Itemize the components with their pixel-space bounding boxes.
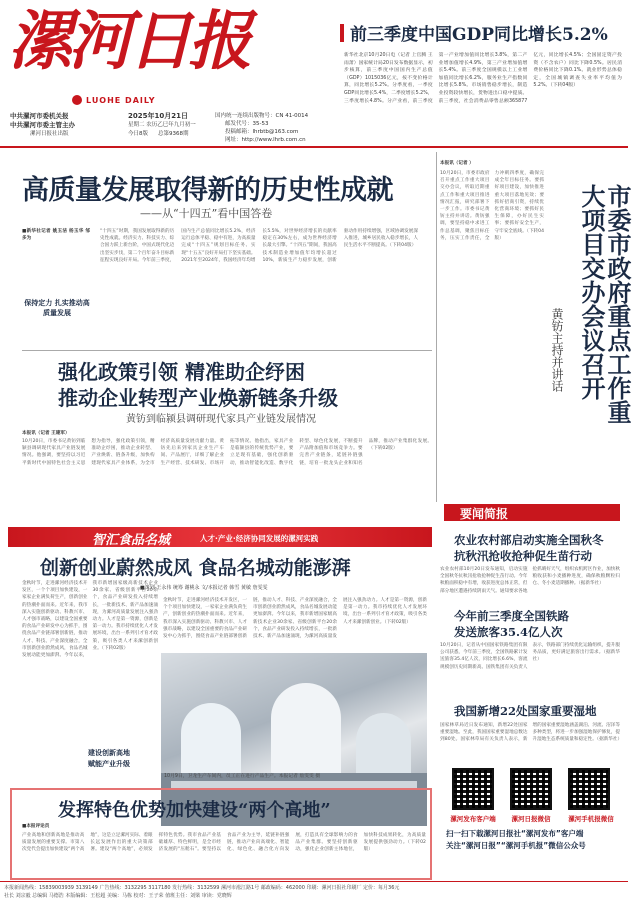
food-section-text: 金秋时节，走进漯河经济技术开发区，一个个项目加快建设，一家家企业满负荷生产，创新创业的热潮扑面而来。近年来，我市深入实施创新驱动、科教兴市、人才强市战略，以建设全国重要的食品产业研发中心为抓手，围绕食品产业链部署创新链，推动人才、科技、产业深度融合，全市创新创业蔚然成风，食品名城发展动能更加澎湃。今年以来，我市新增国家级高新技术企业30余家、省级创新平台20余个，食品产业研发投入持续增长，一批新技术、新产品加速涌现，为漯河高质量发展注入强劲动力。人才是第一资源，创新是第一动力。我市持续优化人才发展环境，出台一系列引才育才政策，吸引各类人才来漯创新创业。（下转02版） (22, 581, 158, 659)
brief-text: 农业农村部10月20日发布通知，启动实施全国秋冬抗秋汛抢收抢种促生苗行动。今年秋粮面积稳中有增，收获进度总体正常，但部分地区遭遇持续阴雨天气。通知要求各地抢抓晴好天气，组织农机跨区作业，加快秋粮收获和小麦播种进度，确保秋粮颗粒归仓、冬小麦适期播种。（据新华社） (440, 567, 620, 594)
side-story-reporter: 本报讯（记者 ） (440, 161, 474, 166)
brief-text: 10月20日，记者从中国国家铁路集团有限公司获悉，今年前三季度，全国铁路累计发送旅客35.4亿人次，同比增长6.6%，客流规模创历史同期新高。国铁集团有关负责人表示，铁路部门持续优化运输组织，提升服务品质，更好满足旅客出行需求。（据新华社） (440, 643, 620, 670)
framed-story-byline: ■本报评论员 (22, 824, 50, 829)
qr-label: 漯河日报微信 (511, 815, 551, 823)
framed-story-text: 产业高地和创新高地是推动高质量发展的重要支撑。市第八次党代会提出加快建设“两个高地”，这是立足漯河实际、着眼长远发展作出的重大决策部署。建设“两个高地”，必须发挥特色优势。我市食品产业基础雄厚、特色鲜明，是全市经济发展的“压舱石”。要坚持以食品产业为主导，延链补链强链，推动产业向高端化、智能化、绿色化、融合化方向发展，打造具有全球影响力的食品产业集群。要坚持创新驱动，强化企业创新主体地位，加快科技成果转化，为高质量发展提供强劲动力。（下转02版） (22, 833, 426, 853)
footer-divider (0, 881, 628, 882)
side-story-text: 10月20日，市委市政府召开重点工作重大项目交办会议，听取近期重点工作和重大项目推进情况汇报，研究部署下一步工作。市委书记黄钫主持并讲话。黄钫强调，要坚持稳中求进工作总基调，聚焦目标任务，压实工作责任，全力冲刺四季度，确保完成全年目标任务。要抓好项目建设，加快推进重大项目落地见效；要抓好招商引资，持续优化营商环境；要抓好民生保障，办好民生实事；要抓好安全生产，守牢安全底线。（下转04版） (440, 171, 544, 241)
brief-headline: 发送旅客35.4亿人次 (454, 625, 563, 639)
postal-code: 邮发代号：35-53 (225, 121, 269, 127)
side-story-headline-wrap (578, 184, 630, 444)
second-story-subhead: 黄钫到临颍县调研现代家具产业链发展情况 (126, 414, 316, 425)
second-story-reporter: 本报讯（记者 王建军） (22, 431, 70, 436)
food-section-headline: 创新创业蔚然成风 食品名城动能澎湃 (40, 557, 351, 579)
main-story-sidebar-title: 保持定力 扎实推动高质量发展 (24, 299, 90, 317)
food-section-byline: ■策划 王永伟 统筹 谢桃永 文/本报记者 韩雪 黄敏 詹雯雯 (140, 585, 268, 591)
framed-story-headline: 发挥特色优势加快建设“两个高地” (58, 800, 331, 821)
briefs-section-title: 要闻简报 (460, 507, 509, 521)
issue-weekday: 星期二 农历乙巳年九月初一 (128, 122, 196, 128)
qr-code-wechat[interactable] (510, 768, 552, 810)
brief-headline: 抗秋汛抢收抢种促生苗行动 (454, 549, 592, 563)
office-line: 漯河日报社出版 (30, 131, 69, 137)
main-story-byline: ■新华社记者 姚玉洁 杨玉华 邹多为 (22, 229, 90, 242)
email-line: 投稿邮箱：lhrbtb@163.com (225, 129, 299, 135)
brief-headline: 农业农村部启动实施全国秋冬 (454, 533, 604, 547)
brief-headline: 我国新增22处国家重要湿地 (454, 704, 597, 718)
logo-english: LUOHE DAILY (86, 96, 156, 105)
top-story-marker (340, 24, 344, 42)
issn-code: 国内统一连续出版物号：CN 41-0014 (215, 113, 309, 119)
side-story-headline: 市委市政府重点工作重大项目交办会议召开 (577, 184, 632, 424)
food-section-slogan: 人才·产业·经济协同发展的漯河实践 (200, 534, 319, 543)
logo-text: 漯河日报 (8, 4, 248, 79)
food-section-title: 智汇食品名城 (92, 533, 171, 548)
issue-number: 总第9368期 (158, 131, 189, 137)
second-story-text: 10月20日，市委书记黄钫到临颍县调研现代家具产业链发展情况。他强调，要坚持以习近平新时代中国特色社会主义思想为指导，强化政策引领，精准助企纾困，推动企业转型、产业焕新、链条升级，加快构建现代家具产业体系，为全市经济高质量发展贡献力量。黄钫先后来到家具企业生产车间、产品展厅，详细了解企业生产经营、技术研发、市场开拓等情况。他指出，家具产业是临颍县的传统优势产业，要立足现有基础，强化创新驱动，推动智能化改造、数字化转型、绿色化发展，不断提升产品附加值和市场竞争力。要完善产业链条，延链补链强链，培育一批龙头企业和知名品牌，推动产业集群化发展。（下转02版） (22, 439, 432, 466)
food-section-text-top: 金秋时节，走进漯河经济技术开发区，一个个项目加快建设，一家家企业满负荷生产，创新创业的热潮扑面而来。近年来，我市深入实施创新驱动、科教兴市、人才强市战略，以建设全国重要的食品产业研发中心为抓手，围绕食品产业链部署创新链，推动人才、科技、产业深度融合，全市创新创业蔚然成风，食品名城发展动能更加澎湃。今年以来，我市新增国家级高新技术企业30余家、省级创新平台20余个，食品产业研发投入持续增长，一批新技术、新产品加速涌现，为漯河高质量发展注入强劲动力。人才是第一资源，创新是第一动力。我市持续优化人才发展环境，出台一系列引才育才政策，吸引各类人才来漯创新创业。（下转02版） (163, 598, 427, 640)
side-story-byline: 黄钫主持并讲话 (550, 308, 564, 392)
food-section-side-title-1: 建设创新高地 (88, 749, 130, 757)
top-story-headline: 前三季度中国GDP同比增长5.2% (350, 25, 608, 45)
issue-date: 2025年10月21日 (128, 112, 188, 120)
main-story-subhead: ——从“十四五”看中国答卷 (140, 207, 273, 220)
footer-staff: 社长 刘宗毅 总编辑 马德浩 本版编辑：王松超 美编：马栋 校对：王子荣 值班主任：刘梁 审读：党晓辉 (4, 893, 232, 899)
second-story-headline-2: 推动企业转型产业焕新链条升级 (58, 386, 338, 410)
qr-note-2: 关注“漯河日报”“漯河手机报”微信公众号 (446, 841, 586, 850)
qr-label: 漯河手机报微信 (568, 815, 614, 823)
masthead-logo (8, 2, 253, 98)
qr-label: 漯河发布客户端 (450, 815, 496, 823)
section-divider-1 (22, 350, 432, 351)
logo-emblem (72, 95, 82, 105)
brief-text: 国家林草局近日发布通知，新增22处国家重要湿地。至此，我国国家重要湿地总数达到80处。国家林草局有关负责人表示，新增的国家重要湿地涵盖湖泊、河流、沼泽等多种类型，将进一步加强湿地保护修复，提升湿地生态系统质量和稳定性。（据新华社） (440, 723, 623, 743)
party-line: 中共漯河市委机关报 (10, 112, 69, 120)
brief-headline: 今年前三季度全国铁路 (454, 609, 569, 623)
top-story-text: 新华社北京10月20日电（记者 上官腾 王雨萧）国家统计局20日发布数据显示，初步核算，前三季度中国国内生产总值（GDP）1015036亿元，按不变价格计算，同比增长5.2%。分季度看，一季度GDP同比增长5.4%，二季度增长5.2%，三季度增长4.8%。分产业看，前三季度第一产业增加值同比增长3.8%，第二产业增加值增长4.9%，第三产业增加值增长5.4%。前三季度全国规模以上工业增加值同比增长6.2%，服务业生产指数同比增长5.8%。市场销售稳步增长，制造业投资较快增长，货物进出口稳中提质。前三季度，社会消费品零售总额365877亿元，同比增长4.5%；全国固定资产投资（不含农户）同比下降0.5%。居民消费价格同比下降0.1%。就业形势总体稳定，全国城镇调查失业率平均值为5.2%。（下转04版） (344, 53, 622, 104)
qr-code-mobile[interactable] (568, 768, 610, 810)
issue-pages: 今日8版 (128, 131, 148, 137)
main-story-text: “十四五”时期，我国发展取得新的历史性成就。经济实力、科技实力、综合国力跃上新台阶，中国式现代化迈出坚实步伐，第二个百年奋斗目标新征程实现良好开局。今年前三季度，国内生产总值同比增长5.2%，经济运行总体平稳、稳中有进，为高质量完成“十四五”规划目标任务、实现“十五五”良好开局打下坚实基础。2021年至2024年，我国经济年均增长5.5%，对世界经济增长的贡献率稳定在30%左右，成为世界经济增长最大引擎。“十四五”期间，我国高技术制造业增加值年均增长超过10%，新质生产力稳步发展，创新驱动作用持续增强，区域协调发展深入推进，城乡居民收入稳步增长，人民生活水平不断提高。（下转04版） (100, 229, 418, 263)
column-rule (436, 152, 437, 502)
website-line[interactable]: 网址：http://www.lhrb.com.cn (225, 137, 306, 143)
second-story-headline-1: 强化政策引领 精准助企纾困 (58, 360, 305, 384)
committee-line: 中共漯河市委主管主办 (10, 121, 75, 129)
qr-note-1: 扫一扫下载漯河日报社“漯河发布”客户端 (446, 829, 584, 838)
masthead-divider (0, 146, 628, 148)
qr-code-app[interactable] (452, 768, 494, 810)
food-section-side-title-2: 赋能产业升级 (88, 760, 130, 768)
footer-contacts: 本报新闻热线：15839003939 3139149 广告热线：3132295 3117180 发行热线：3132599 漯河市淞江路1号 邮政编码：462000 印刷：漯河日报社印刷厂 定价：每月36元 (4, 885, 400, 891)
photo-caption: 10月9日，卫龙生产车间内，员工正在进行产品生产。本报记者 詹雯雯 摄 (164, 774, 321, 779)
main-story-headline: 高质量发展取得新的历史性成就 (22, 175, 393, 206)
